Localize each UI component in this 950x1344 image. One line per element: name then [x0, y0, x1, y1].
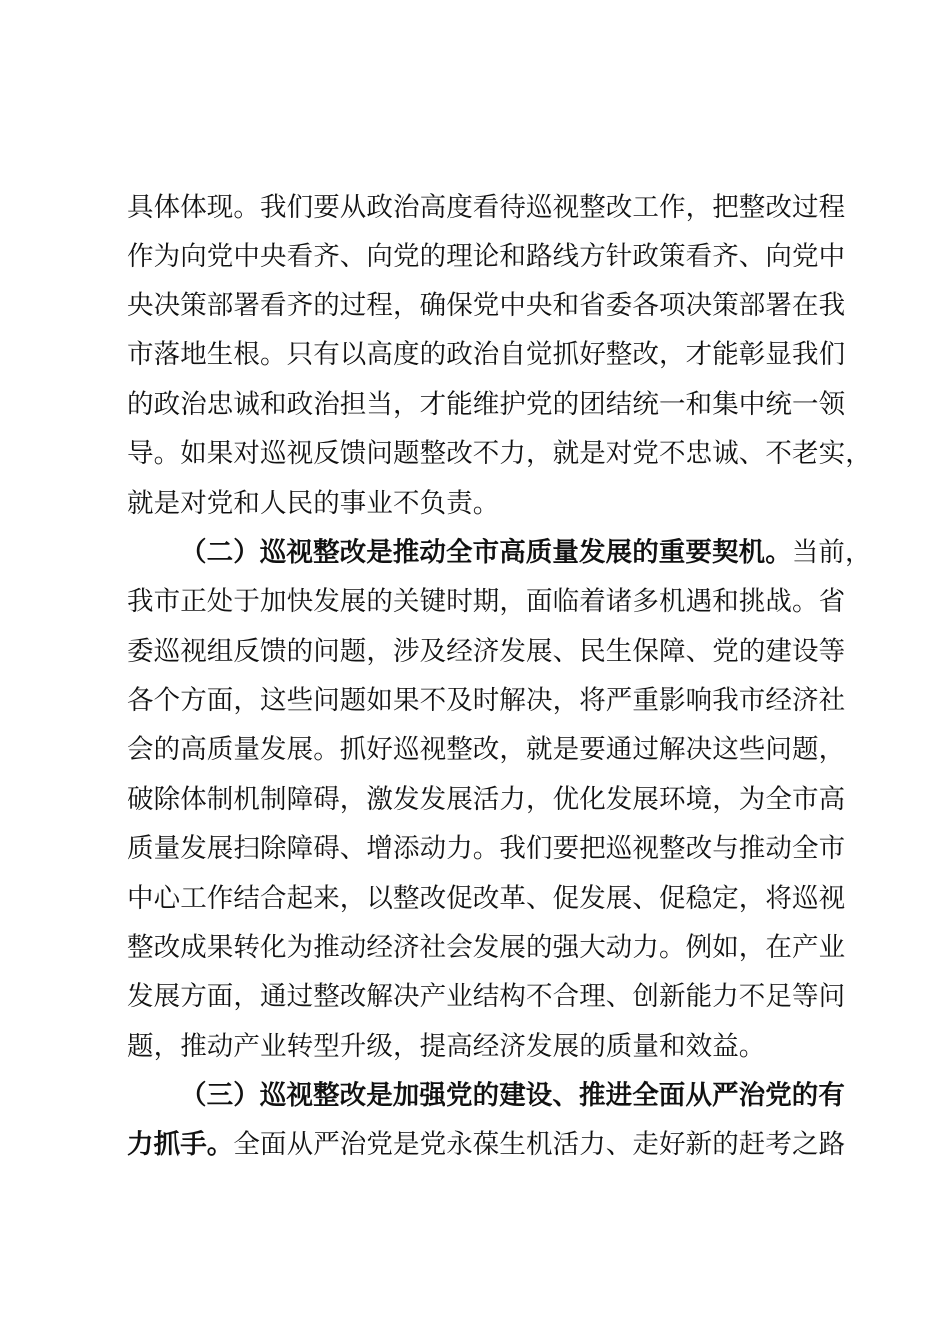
paragraph-line: 中心工作结合起来，以整改促改革、促发展、促稳定，将巡视 [127, 883, 846, 914]
section-3-second-line [127, 1125, 847, 1165]
paragraph-line: 我市正处于加快发展的关键时期，面临着诸多机遇和挑战。省 [127, 586, 846, 617]
paragraph-line: 作为向党中央看齐、向党的理论和路线方针政策看齐、向党中 [127, 241, 846, 272]
paragraph-line: 发展方面，通过整改解决产业结构不合理、创新能力不足等问 [127, 981, 846, 1012]
paragraph-line: 委巡视组反馈的问题，涉及经济发展、民生保障、党的建设等 [127, 636, 846, 667]
paragraph-line: 央决策部署看齐的过程，确保党中央和省委各项决策部署在我 [127, 290, 846, 321]
section-2-text: 当前， [791, 537, 872, 568]
paragraph-line: 题，推动产业转型升级，提高经济发展的质量和效益。 [127, 1031, 766, 1062]
paragraph-line: 市落地生根。只有以高度的政治自觉抓好整改，才能彰显我们 [127, 339, 846, 370]
section-3-heading-end: 力抓手。 [127, 1129, 234, 1160]
paragraph-line: 整改成果转化为推动经济社会发展的强大动力。例如，在产业 [127, 932, 846, 963]
section-3-text: 全面从严治党是党永葆生机活力、走好新的赶考之路 [233, 1129, 846, 1160]
paragraph-line: 破除体制机制障碍，激发发展活力，优化发展环境，为全市高 [127, 784, 846, 815]
paragraph-line: 具体体现。我们要从政治高度看待巡视整改工作，把整改过程 [127, 192, 846, 223]
section-2-first-line [180, 533, 900, 573]
paragraph-line: 各个方面，这些问题如果不及时解决，将严重影响我市经济社 [127, 685, 846, 716]
paragraph-line: 的政治忠诚和政治担当，才能维护党的团结统一和集中统一领 [127, 389, 846, 420]
paragraph-line: 会的高质量发展。抓好巡视整改，就是要通过解决这些问题， [127, 734, 846, 765]
paragraph-line: 质量发展扫除障碍、增添动力。我们要把巡视整改与推动全市 [127, 833, 846, 864]
paragraph-line: 就是对党和人民的事业不负责。 [127, 488, 500, 519]
section-2-heading: （二）巡视整改是推动全市高质量发展的重要契机。 [180, 537, 792, 568]
section-3-heading: （三）巡视整改是加强党的建设、推进全面从严治党的有 [180, 1080, 845, 1111]
paragraph-line: 导。如果对巡视反馈问题整改不力，就是对党不忠诚、不老实， [127, 438, 872, 469]
